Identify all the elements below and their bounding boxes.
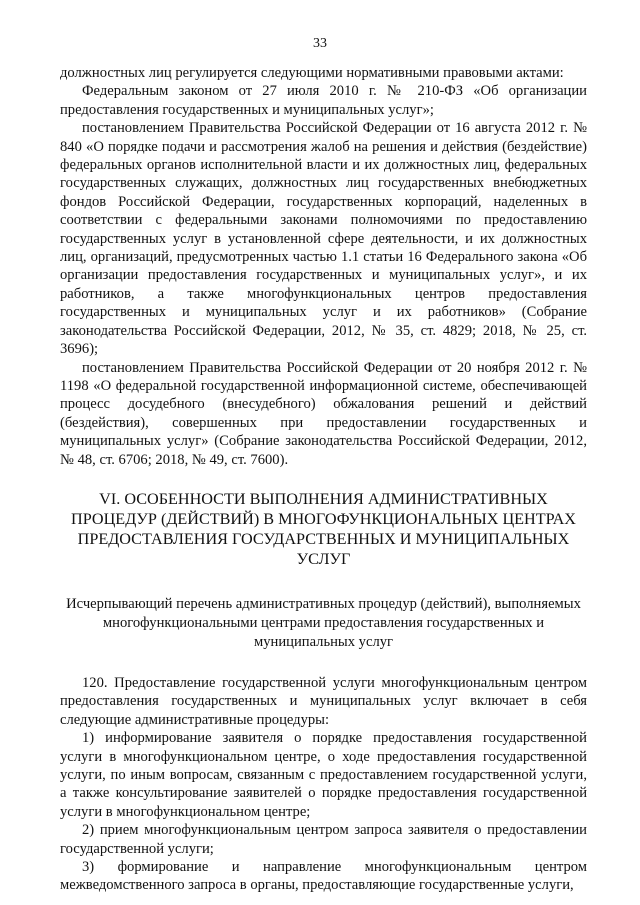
page-number: 33 [313,36,327,51]
paragraph-120: 120. Предоставление государственной услуги многофункциональным центром предоставления государственных и муниципальных услуг включает в себя следующие административные процедуры: [60,674,587,728]
list-item-2: 2) прием многофункциональным центром запроса заявителя о предоставлении государственной услуги; [60,822,587,857]
paragraph-resolution-1198: постановлением Правительства Российской Федерации от 20 ноября 2012 г. № 1198 «О федеральной государственной информационной системе, обеспечивающей процесс досудебного (внесудебного) обжалования решений и действий (бездействия), совершенных при предоставлении государственных и муниципальных услуг» (Собрание законодательства Российской Федерации, 2012, № 48, ст. 6706; 2018, № 49, ст. 7600). [60,359,587,468]
subsection-heading: Исчерпывающий перечень административных процедур (действий), выполняемых многофункциональными центрами предоставления государственных и муниципальных услуг [66,595,581,650]
paragraph-federal-law: Федеральным законом от 27 июля 2010 г. № 210-ФЗ «Об организации предоставления государственных и муниципальных услуг»; [60,83,587,118]
paragraph-continuation: должностных лиц регулируется следующими нормативными правовыми актами: [60,65,564,81]
list-item-1: 1) информирование заявителя о порядке предоставления государственной услуги в многофункциональном центре, о ходе предоставления государственной услуги, по иным вопросам, связанным с предоставлением государственной услуги, а также консультирование заявителей о порядке предоставления государственной услуги в многофункциональном центре; [60,730,587,820]
list-item-3: 3) формирование и направление многофункциональным центром межведомственного запроса в органы, предоставляющие государственные услуги, [60,859,587,894]
document-body [60,64,587,895]
paragraph-resolution-840: постановлением Правительства Российской Федерации от 16 августа 2012 г. № 840 «О порядке подачи и рассмотрения жалоб на решения и действия (бездействие) федеральных органов исполнительной власти и их должностных лиц, федеральных государственных служащих, должностных лиц государственных внебюджетных фондов Российской Федерации, государственных корпораций, наделенных в соответствии с федеральными законами полномочиями по предоставлению государственных услуг в установленной сфере деятельности, и их должностных лиц, организаций, предусмотренных частью 1.1 статьи 16 Федерального закона «Об организации предоставления государственных и муниципальных услуг», и их работников, а также многофункциональных центров предоставления государственных и муниципальных услуг и их работников» (Собрание законодательства Российской Федерации, 2012, № 35, ст. 4829; 2018, № 25, ст. 3696); [60,120,587,358]
section-heading: VI. ОСОБЕННОСТИ ВЫПОЛНЕНИЯ АДМИНИСТРАТИВНЫХ ПРОЦЕДУР (ДЕЙСТВИЙ) В МНОГОФУНКЦИОНАЛЬНЫХ ЦЕНТРАХ ПРЕДОСТАВЛЕНИЯ ГОСУДАРСТВЕННЫХ И МУНИЦИПАЛЬНЫХ УСЛУГ [71,489,576,568]
